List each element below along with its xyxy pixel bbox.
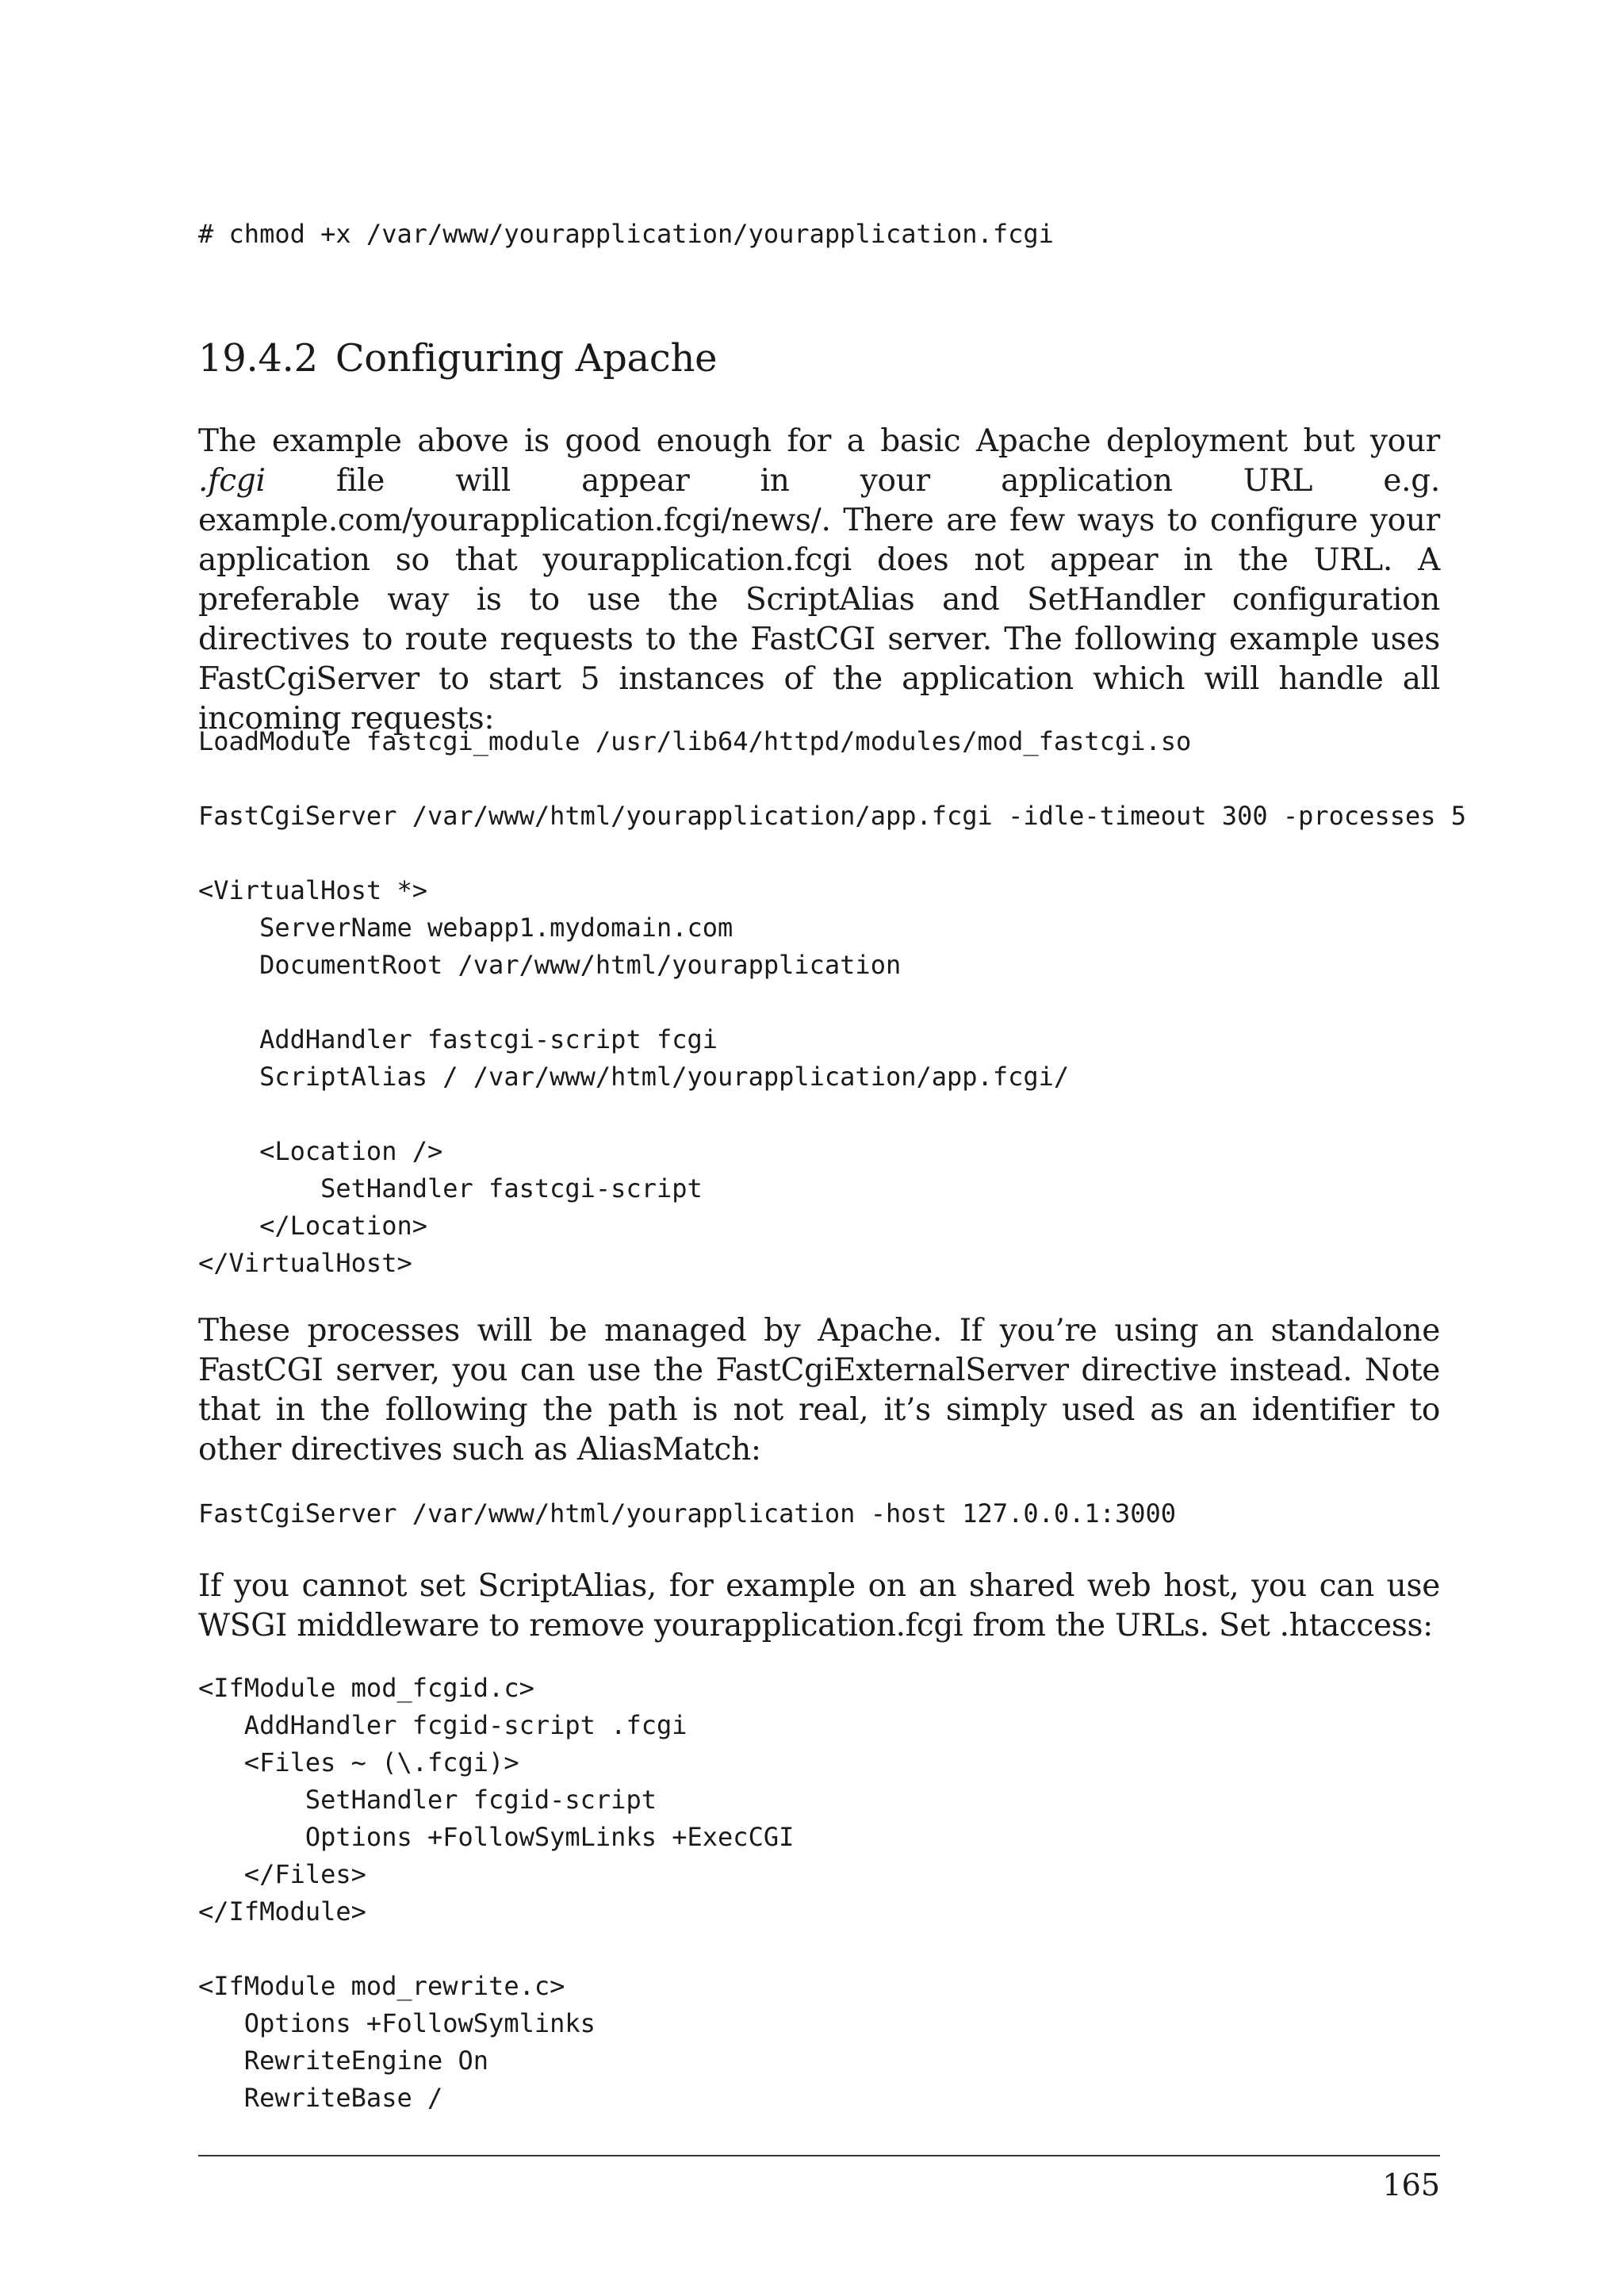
footer-rule — [198, 2155, 1440, 2156]
section-number: 19.4.2 — [198, 336, 318, 381]
code-apache-config: LoadModule fastcgi_module /usr/lib64/httpd/modules/mod_fastcgi.so FastCgiServer /var/www/html/yourapplication/app.fcgi -idle-timeout 300 -processes 5 <VirtualHost *> ServerName webapp1.mydomain.com DocumentRoot /var/www/html/yourapplication AddHandler fastcgi-script fcgi ScriptAlias / /var/www/html/yourapplication/app.fcgi/ <Location /> SetHandler fastcgi-script </Location> </VirtualHost> — [198, 726, 1467, 1278]
paragraph-intro-text-1: The example above is good enough for a basic Apache deployment but your — [198, 423, 1440, 459]
code-htaccess: <IfModule mod_fcgid.c> AddHandler fcgid-script .fcgi <Files ~ (\.fcgi)> SetHandler fcgid-script Options +FollowSymLinks +ExecCGI </Files> </IfModule> <IfModule mod_rewrite.c> Options +FollowSymlinks RewriteEngine On RewriteBase / — [198, 1673, 795, 2113]
paragraph-scriptalias: If you cannot set ScriptAlias, for example on an shared web host, you can use WSGI middleware to remove yourapplication.fcgi from the URLs. Set .htaccess: — [198, 1568, 1440, 1644]
code-fastcgi-server: FastCgiServer /var/www/html/yourapplication -host 127.0.0.1:3000 — [198, 1498, 1176, 1529]
paragraph-processes: These processes will be managed by Apache. If you’re using an standalone FastCGI server, you can use the FastCgiExternalServer directive instead. Note that in the following the path is not real, it’s simply used as an identifier to other directives such as AliasMatch: — [198, 1313, 1440, 1468]
section-heading — [198, 336, 1440, 381]
code-chmod: # chmod +x /var/www/yourapplication/yourapplication.fcgi — [198, 219, 1054, 249]
fcgi-emphasis: .fcgi — [198, 463, 266, 499]
page-number: 165 — [1382, 2168, 1440, 2202]
section-title: Configuring Apache — [335, 336, 718, 381]
paragraph-intro-text-2: file will appear in your application URL e.g. example.com/yourapplication.fcgi/news/. There are few ways to configure your application so that yourapplication.fcgi does not appear in the URL. A preferable way is to use the ScriptAlias and SetHandler configuration directives to route requests to the FastCGI server. The following example uses FastCgiServer to start 5 instances of the application which will handle all incoming requests: — [198, 463, 1440, 737]
document-page — [198, 0, 1467, 2296]
paragraph-intro — [198, 422, 1440, 739]
